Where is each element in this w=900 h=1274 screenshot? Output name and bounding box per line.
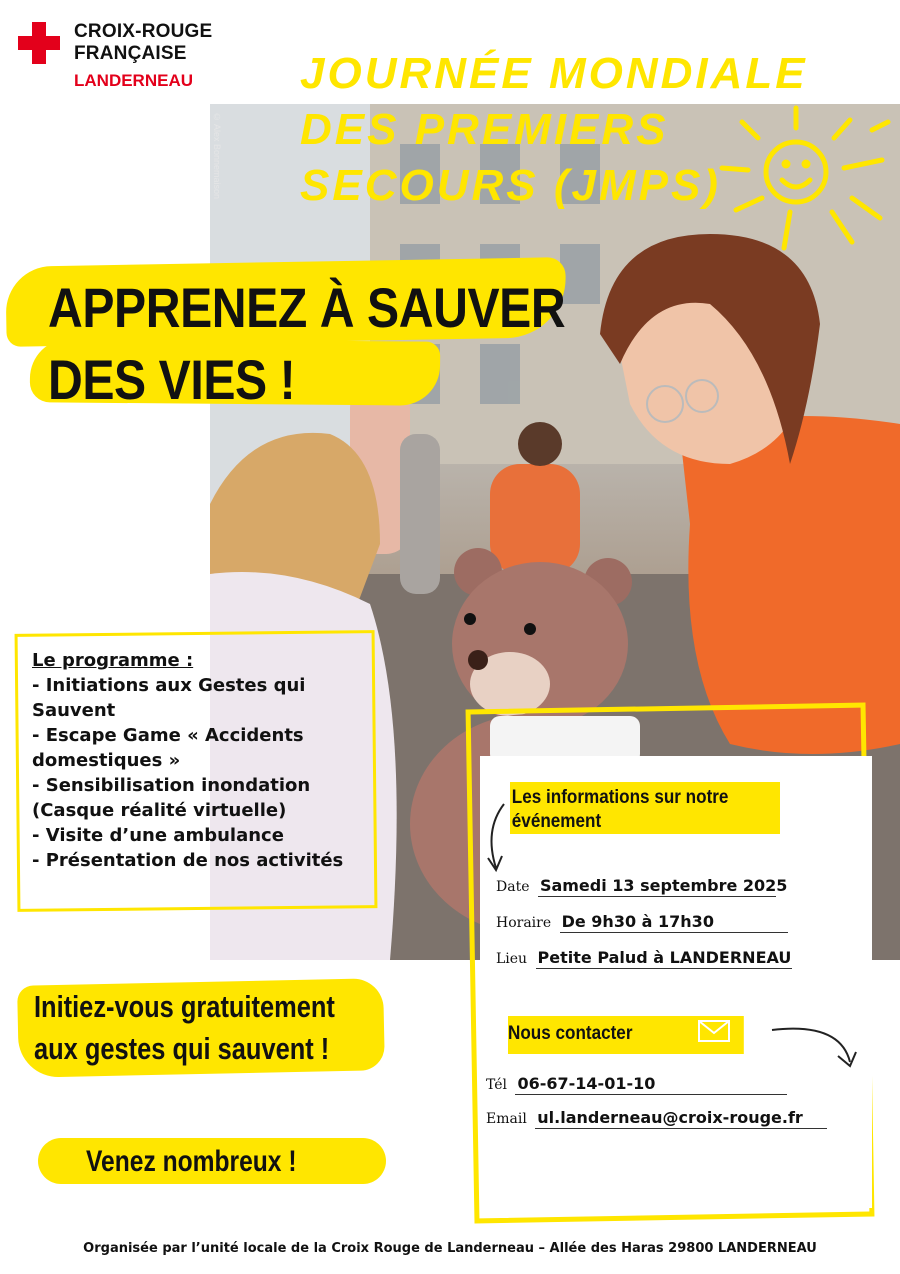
phone-label: Tél bbox=[486, 1077, 508, 1093]
headline-line: DES VIES ! bbox=[48, 348, 296, 411]
cta-text bbox=[34, 986, 335, 1070]
place-value: Petite Palud à LANDERNEAU bbox=[537, 948, 792, 967]
email-label: Email bbox=[486, 1111, 527, 1127]
smiling-sun-icon bbox=[712, 100, 892, 260]
programme-item: - Sensibilisation inondation bbox=[32, 775, 311, 796]
logo-text-line2: FRANÇAISE bbox=[74, 43, 187, 64]
email-row bbox=[486, 1108, 827, 1129]
cta-line: Initiez-vous gratuitement bbox=[34, 989, 335, 1024]
croix-rouge-logo bbox=[18, 20, 258, 100]
contact-heading: Nous contacter bbox=[508, 1016, 744, 1054]
date-value: Samedi 13 septembre 2025 bbox=[539, 876, 788, 895]
red-cross-icon bbox=[18, 22, 60, 64]
event-title-line: DES PREMIERS bbox=[300, 105, 669, 154]
place-label: Lieu bbox=[496, 951, 528, 967]
email-value[interactable]: ul.landerneau@croix-rouge.fr bbox=[535, 1108, 827, 1129]
time-value: De 9h30 à 17h30 bbox=[560, 912, 788, 933]
date-row bbox=[496, 876, 788, 897]
programme-list bbox=[32, 648, 372, 873]
info-heading-line: Les informations sur notre bbox=[511, 787, 729, 808]
cta-line: aux gestes qui sauvent ! bbox=[34, 1031, 330, 1066]
logo-text-line1: CROIX-ROUGE bbox=[74, 21, 213, 42]
photo-credit: © Alex Bonnemaison bbox=[212, 112, 222, 200]
programme-item: domestiques » bbox=[32, 750, 181, 771]
place-row bbox=[496, 948, 792, 969]
curved-arrow-icon bbox=[770, 1022, 860, 1082]
info-heading-line: événement bbox=[511, 811, 602, 832]
programme-item: (Casque réalité virtuelle) bbox=[32, 800, 287, 821]
programme-item: - Présentation de nos activités bbox=[32, 850, 344, 871]
time-label: Horaire bbox=[496, 915, 552, 931]
date-label: Date bbox=[496, 879, 530, 895]
event-title-line: SECOURS (JMPS) bbox=[300, 161, 721, 210]
event-title-line: JOURNÉE MONDIALE bbox=[300, 49, 808, 98]
main-headline bbox=[48, 272, 565, 416]
headline-line: APPRENEZ À SAUVER bbox=[48, 276, 566, 339]
logo-unit-name: LANDERNEAU bbox=[74, 71, 193, 90]
programme-item: - Visite d’une ambulance bbox=[32, 825, 284, 846]
programme-item: - Escape Game « Accidents bbox=[32, 725, 304, 746]
footer-organizer: Organisée par l’unité locale de la Croix Rouge de Landerneau – Allée des Haras 29800 LANDERNEAU bbox=[83, 1241, 817, 1256]
programme-item: Sauvent bbox=[32, 700, 116, 721]
envelope-icon bbox=[698, 1020, 730, 1042]
programme-title: Le programme : bbox=[32, 650, 194, 671]
phone-row bbox=[486, 1074, 787, 1095]
programme-item: - Initiations aux Gestes qui bbox=[32, 675, 306, 696]
info-heading bbox=[510, 782, 780, 834]
come-text: Venez nombreux ! bbox=[86, 1145, 297, 1178]
phone-value[interactable]: 06-67-14-01-10 bbox=[515, 1074, 787, 1095]
time-row bbox=[496, 912, 788, 933]
curved-arrow-icon bbox=[482, 800, 522, 880]
